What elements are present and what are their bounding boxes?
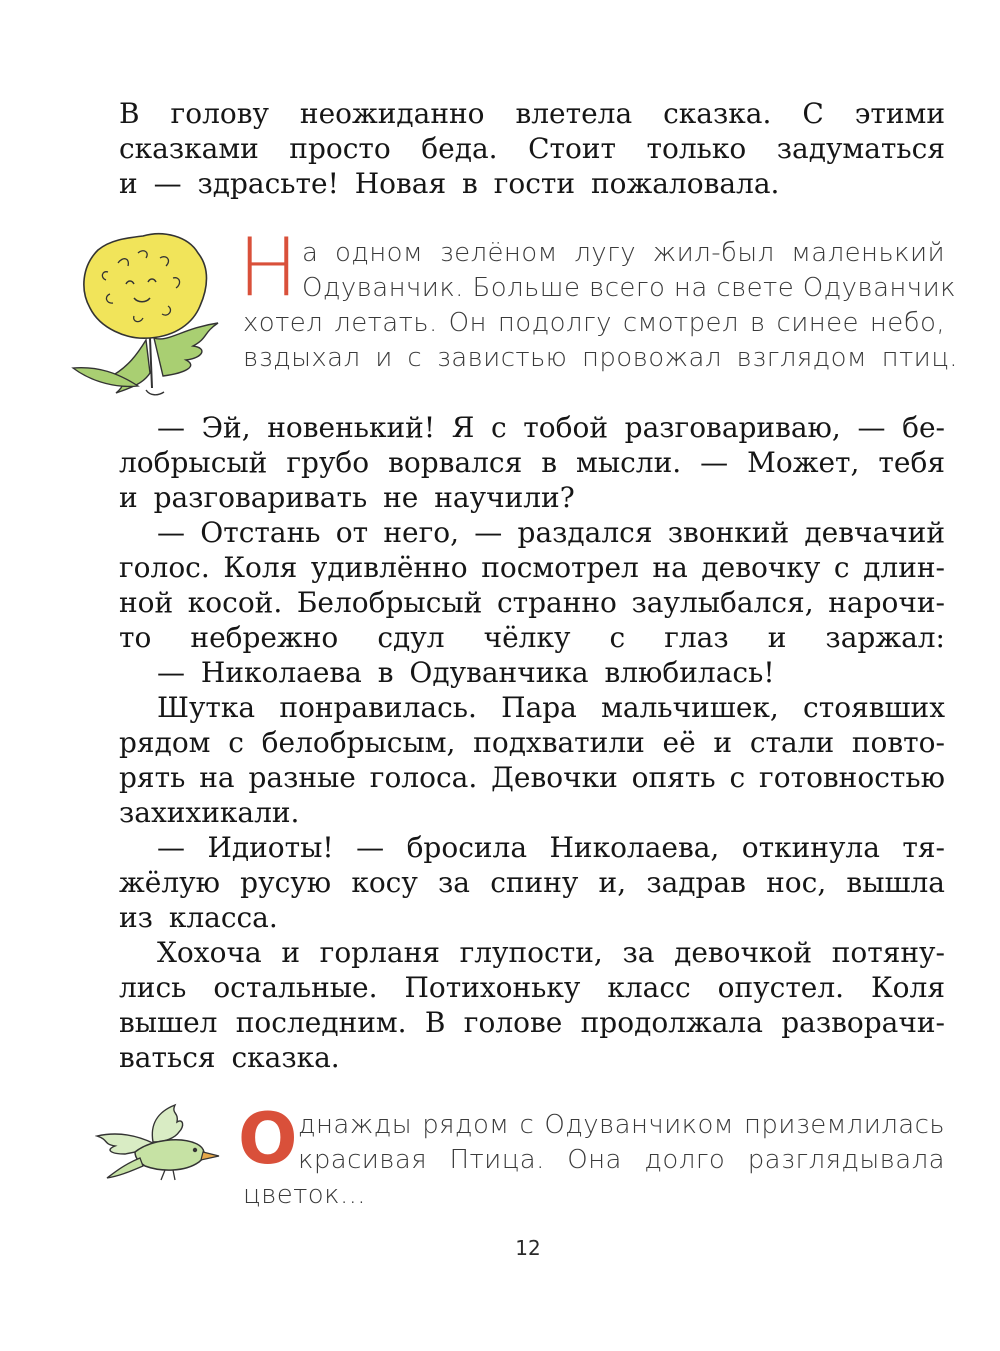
story-line: — Отстань от него, — раздался звонкий девчачий <box>157 516 945 549</box>
story-line: ваться сказка. <box>119 1041 340 1074</box>
story-line: Шутка понравилась. Пара мальчишек, стоявших <box>157 691 945 724</box>
drop-cap-o: О <box>238 1098 298 1180</box>
story-line: ной косой. Белобрысый странно заулыбался, нарочи- <box>119 586 945 619</box>
story-line: Хохоча и горланя глупости, за девочкой потяну- <box>157 936 945 969</box>
story-line: лобрысый грубо ворвался в мысли. — Может, тебя <box>119 446 945 479</box>
drop-cap-n: Н <box>238 221 299 314</box>
story-line: то небрежно сдул чёлку с глаз и заржал: <box>119 621 945 654</box>
story-line: из класса. <box>119 901 278 934</box>
dandelion-illustration <box>68 228 228 400</box>
fairy-line: а одном зелёном лугу жил-был маленький <box>302 238 945 268</box>
intro-line: и — здрасьте! Новая в гости пожаловала. <box>119 167 780 200</box>
story-line: — Эй, новенький! Я с тобой разговариваю, — бе- <box>157 411 945 444</box>
fairy-line: красивая Птица. Она долго разглядывала <box>298 1145 945 1175</box>
story-line: рять на разные голоса. Девочки опять с готовностью <box>119 761 945 794</box>
intro-line: В голову неожиданно влетела сказка. С этими <box>119 97 945 130</box>
fairy-line: цветок... <box>243 1180 366 1210</box>
page-number: 12 <box>515 1236 541 1260</box>
story-line: вышел последним. В голове продолжала разворачи- <box>119 1006 945 1039</box>
story-line: рядом с белобрысым, подхватили её и стали повто- <box>119 726 945 759</box>
fairy-line: днажды рядом с Одуванчиком приземлилась <box>298 1110 945 1140</box>
story-line: захихикали. <box>119 796 300 829</box>
story-line: лись остальные. Потихоньку класс опустел. Коля <box>119 971 945 1004</box>
fairy-line: Одуванчик. Больше всего на свете Одуванчик <box>302 273 956 303</box>
fairy-line: вздыхал и с завистью провожал взглядом птиц. <box>243 343 958 373</box>
story-line: жёлую русую косу за спину и, задрав нос, вышла <box>119 866 945 899</box>
story-line: голос. Коля удивлённо посмотрел на девочку с длин- <box>119 551 945 584</box>
story-line: и разговаривать не научили? <box>119 481 575 514</box>
story-line: — Николаева в Одуванчика влюбилась! <box>157 656 775 689</box>
bird-illustration <box>95 1100 225 1200</box>
story-line: — Идиоты! — бросила Николаева, откинула тя- <box>157 831 945 864</box>
fairy-line: хотел летать. Он подолгу смотрел в синее небо, <box>243 308 945 338</box>
intro-line: сказками просто беда. Стоит только задуматься <box>119 132 945 165</box>
